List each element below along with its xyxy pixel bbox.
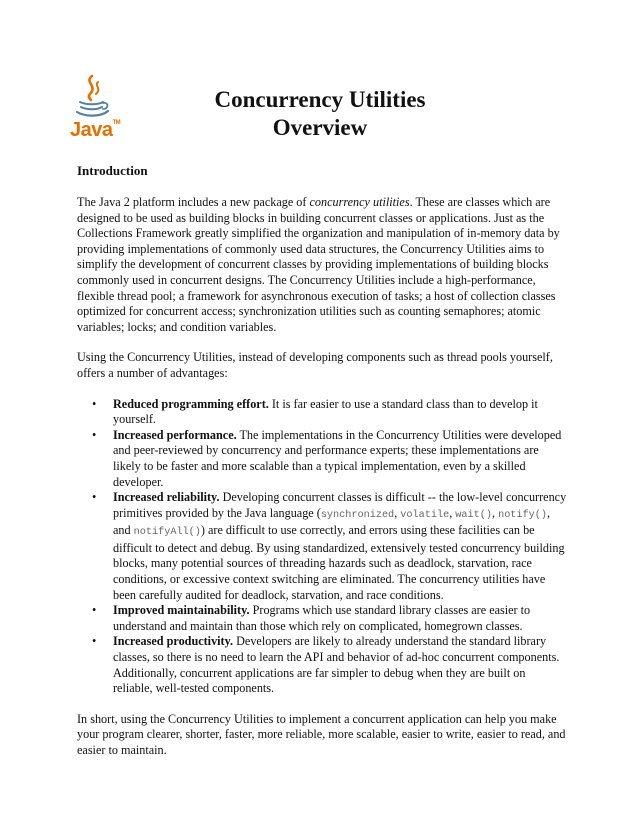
list-item [113,603,567,634]
java-logo [70,74,122,152]
list-item-title: Increased productivity. [113,634,234,649]
java-wordmark [70,120,126,140]
list-item [113,428,567,490]
code-keyword: volatile [400,509,450,521]
list-item-title: Reduced programming effort. [113,396,269,411]
separator: , [491,505,499,520]
list-item [113,490,567,603]
section-heading: Introduction [77,163,148,178]
advantages-intro-paragraph: Using the Concurrency Utilities, instead of developing components such as thread pools yourself, offers a number of advantages: [77,350,553,380]
code-keyword: notify() [498,509,547,521]
list-item-text: Developing concurrent classes is difficult -- the low-level concurrency primitives provided by the Java language ( [113,490,567,520]
separator: , [449,505,456,520]
trademark: TM [112,120,121,126]
java-word: Java [70,119,113,141]
page-title [150,86,490,142]
list-item-text: The implementations in the Concurrency Utilities were developed and peer-reviewed by concurrency and performance experts; these implementations are likely to be faster and more scalable than a typical implementation, even by a skilled developer. [113,427,562,489]
conclusion-paragraph: In short, using the Concurrency Utilities to implement a concurrent application can help you make your program clearer, shorter, faster, more reliable, more scalable, easier to write, easier to read, and easier to maintain. [77,711,566,757]
intro-text-end: . These are classes which are designed to be used as building blocks in building concurrent classes or applications. Just as the Collections Framework greatly simplified the organization and manipulation of in-memory data by providing implementations of commonly used data structures, the Concurrency Utilities aims to simplify the development of concurrent classes by providing implementations of building blocks commonly used in concurrent designs. The Concurrency Utilities include a high-performance, flexible thread pool; a framework for asynchronous execution of tasks; a host of collection classes optimized for concurrent access; synchronization utilities such as counting semaphores; atomic variables; locks; and condition variables. [77,195,560,334]
intro-paragraph [77,195,567,335]
title-line-1: Concurrency Utilities [214,87,426,112]
separator: , [394,505,401,520]
intro-emphasis: concurrency utilities [309,195,410,209]
list-item-text: It is far easier to use a standard class than to develop it yourself. [113,396,538,427]
list-item-title: Improved maintainability. [113,603,250,618]
code-keyword: wait() [455,509,492,521]
code-keyword: synchronized [320,509,395,521]
document-body [77,163,567,774]
intro-text-start: The Java 2 platform includes a new package of [77,195,310,209]
advantages-list [77,397,567,697]
list-item-text: Developers are likely to already understand the standard library classes, so there is no need to learn the API and behavior of ad-hoc concurrent components. Additionally, concurrent applications are far simpler to debug when they are built on reliable, well-tested components. [113,634,560,696]
list-item [113,634,567,696]
java-cup-icon [70,74,114,120]
list-item [113,397,567,428]
list-item-title: Increased reliability. [113,490,220,505]
list-item-text: Programs which use standard library classes are easier to understand and maintain than those which rely on complicated, homegrown classes. [113,603,531,633]
list-item-text: ) are difficult to use correctly, and errors using these facilities can be difficult to detect and debug. By using standardized, extensively tested concurrency building blocks, many potential sources of threading hazards such as deadlock, starvation, race conditions, or excessive context switching are eliminated. The concurrency utilities have been carefully audited for deadlock, starvation, and race conditions. [113,523,565,602]
list-item-title: Increased performance. [113,427,237,442]
code-keyword: notifyAll() [133,527,201,539]
separator: , and [113,505,551,538]
title-line-2: Overview [272,115,368,140]
